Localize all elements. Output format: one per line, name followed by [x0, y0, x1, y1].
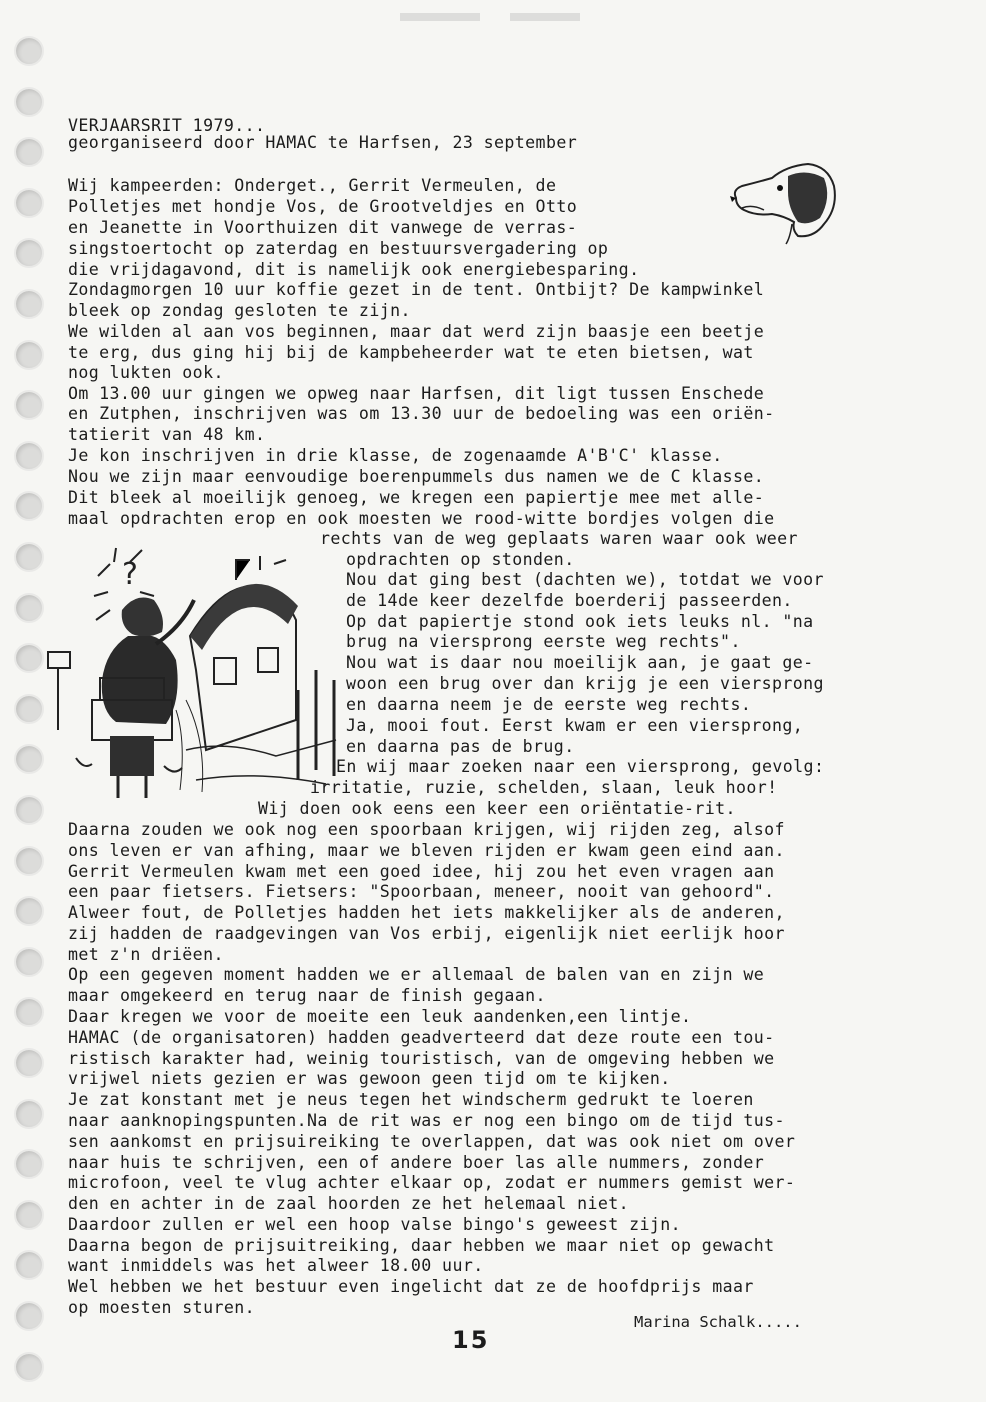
- rider-farmhouse-sketch: [36, 540, 356, 810]
- body-text-line: Dit bleek al moeilijk genoeg, we kregen een papiertje mee met alle-: [68, 488, 765, 507]
- body-text-line: We wilden al aan vos beginnen, maar dat werd zijn baasje een beetje: [68, 322, 765, 341]
- body-text-line: ons leven er van afhing, maar we bleven rijden er kwam geen eind aan.: [68, 841, 785, 860]
- body-text-line: met z'n driëen.: [68, 945, 224, 964]
- body-text-line: maar omgekeerd en terug naar de finish gegaan.: [68, 986, 546, 1005]
- binder-hole: [14, 441, 44, 471]
- binder-hole: [14, 947, 44, 977]
- body-text-line: Om 13.00 uur gingen we opweg naar Harfsen, dit ligt tussen Enschede: [68, 384, 765, 403]
- binder-hole: [14, 1250, 44, 1280]
- body-text-line: tatierit van 48 km.: [68, 425, 266, 444]
- body-text-line: Nou we zijn maar eenvoudige boerenpummels dus namen we de C klasse.: [68, 467, 765, 486]
- binder-hole: [14, 36, 44, 66]
- binder-hole: [14, 846, 44, 876]
- page-title: VERJAARSRIT 1979...: [68, 116, 266, 135]
- body-text-line: brug na viersprong eerste weg rechts".: [346, 632, 741, 651]
- body-text-line: singstoertocht op zaterdag en bestuursvergadering op: [68, 239, 609, 258]
- dog-head-sketch: [728, 152, 840, 248]
- body-text-line: op moesten sturen.: [68, 1298, 256, 1317]
- binder-hole: [14, 491, 44, 521]
- page-number: 15: [452, 1326, 490, 1354]
- body-text-line: Daarna begon de prijsuitreiking, daar hebben we maar niet op gewacht: [68, 1236, 775, 1255]
- body-text-line: ristisch karakter had, weinig touristisch, van de omgeving hebben we: [68, 1049, 775, 1068]
- binder-hole: [14, 1352, 44, 1382]
- body-text-line: Zondagmorgen 10 uur koffie gezet in de tent. Ontbijt? De kampwinkel: [68, 280, 765, 299]
- body-text-line: en daarna pas de brug.: [346, 737, 575, 756]
- body-text-line: Alweer fout, de Polletjes hadden het iets makkelijker als de anderen,: [68, 903, 785, 922]
- body-text-line: Polletjes met hondje Vos, de Grootveldjes en Otto: [68, 197, 578, 216]
- binder-hole: [14, 390, 44, 420]
- body-text-line: Je kon inschrijven in drie klasse, de zogenaamde A'B'C' klasse.: [68, 446, 723, 465]
- author-signature: Marina Schalk.....: [634, 1313, 802, 1331]
- binder-hole: [14, 137, 44, 167]
- body-text-line: want inmiddels was het alweer 18.00 uur.: [68, 1256, 484, 1275]
- binder-hole: [14, 87, 44, 117]
- body-text-line: irritatie, ruzie, schelden, slaan, leuk hoor!: [310, 778, 778, 797]
- body-text-line: Gerrit Vermeulen kwam met een goed idee, hij zou het even vragen aan: [68, 862, 775, 881]
- body-text-line: den en achter in de zaal hoorden ze het helemaal niet.: [68, 1194, 630, 1213]
- binder-hole: [14, 289, 44, 319]
- body-text-line: te erg, dus ging hij bij de kampbeheerder wat te eten bietsen, wat: [68, 343, 754, 362]
- body-text-line: woon een brug over dan krijg je een viersprong: [346, 674, 824, 693]
- binder-hole: [14, 238, 44, 268]
- body-text-line: Op dat papiertje stond ook iets leuks nl. "na: [346, 612, 814, 631]
- binder-hole: [14, 896, 44, 926]
- body-text-line: Wel hebben we het bestuur even ingelicht dat ze de hoofdprijs maar: [68, 1277, 754, 1296]
- body-text-line: opdrachten op stonden.: [346, 550, 575, 569]
- body-text-line: naar huis te schrijven, een of andere boer las alle nummers, zonder: [68, 1153, 765, 1172]
- body-text-line: zij hadden de raadgevingen van Vos erbij, eigenlijk niet eerlijk hoor: [68, 924, 785, 943]
- svg-text:?: ?: [122, 557, 138, 592]
- body-text-line: en Jeanette in Voorthuizen dit vanwege de verras-: [68, 218, 578, 237]
- body-text-line: sen aankomst en prijsuireiking te overlappen, dat was ook niet om over: [68, 1132, 796, 1151]
- body-text-line: Op een gegeven moment hadden we er allemaal de balen van en zijn we: [68, 965, 765, 984]
- body-text-line: naar aanknopingspunten.Na de rit was er nog een bingo om de tijd tus-: [68, 1111, 785, 1130]
- binder-hole: [14, 1200, 44, 1230]
- body-text-line: Wij kampeerden: Onderget., Gerrit Vermeulen, de: [68, 176, 557, 195]
- bleed-through-text: [400, 10, 590, 24]
- body-text-line: Wij doen ook eens een keer een oriëntatie-rit.: [258, 799, 736, 818]
- body-text-line: maal opdrachten erop en ook moesten we rood-witte bordjes volgen die: [68, 509, 775, 528]
- body-text-line: rechts van de weg geplaats waren waar ook weer: [320, 529, 798, 548]
- body-text-line: bleek op zondag gesloten te zijn.: [68, 301, 411, 320]
- body-text-line: En wij maar zoeken naar een viersprong, gevolg:: [336, 757, 825, 776]
- body-text-line: microfoon, veel te vlug achter elkaar op, zodat er nummers gemist wer-: [68, 1173, 796, 1192]
- body-text-line: die vrijdagavond, dit is namelijk ook energiebesparing.: [68, 260, 640, 279]
- body-text-line: vrijwel niets gezien er was gewoon geen tijd om te kijken.: [68, 1069, 671, 1088]
- binder-hole: [14, 340, 44, 370]
- body-text-line: Daarna zouden we ook nog een spoorbaan krijgen, wij rijden zeg, alsof: [68, 820, 785, 839]
- body-text-line: nog lukten ook.: [68, 363, 224, 382]
- binder-hole: [14, 1048, 44, 1078]
- binder-hole: [14, 1301, 44, 1331]
- body-text-line: Nou wat is daar nou moeilijk aan, je gaat ge-: [346, 653, 814, 672]
- body-text-line: Daardoor zullen er wel een hoop valse bingo's geweest zijn.: [68, 1215, 682, 1234]
- body-text-line: en daarna neem je de eerste weg rechts.: [346, 695, 752, 714]
- binder-hole: [14, 1099, 44, 1129]
- body-text-line: HAMAC (de organisatoren) hadden geadverteerd dat deze route een tou-: [68, 1028, 775, 1047]
- binder-hole: [14, 1149, 44, 1179]
- body-text-line: de 14de keer dezelfde boerderij passeerden.: [346, 591, 793, 610]
- binder-hole: [14, 188, 44, 218]
- body-text-line: Nou dat ging best (dachten we), totdat we voor: [346, 570, 824, 589]
- body-text-line: Ja, mooi fout. Eerst kwam er een viersprong,: [346, 716, 804, 735]
- body-text-line: een paar fietsers. Fietsers: "Spoorbaan, meneer, nooit van gehoord".: [68, 882, 775, 901]
- body-text-line: Daar kregen we voor de moeite een leuk aandenken,een lintje.: [68, 1007, 692, 1026]
- binder-hole: [14, 997, 44, 1027]
- body-text-line: Je zat konstant met je neus tegen het windscherm gedrukt te loeren: [68, 1090, 754, 1109]
- page-subtitle: georganiseerd door HAMAC te Harfsen, 23 september: [68, 133, 578, 152]
- body-text-line: en Zutphen, inschrijven was om 13.30 uur de bedoeling was een oriën-: [68, 404, 775, 423]
